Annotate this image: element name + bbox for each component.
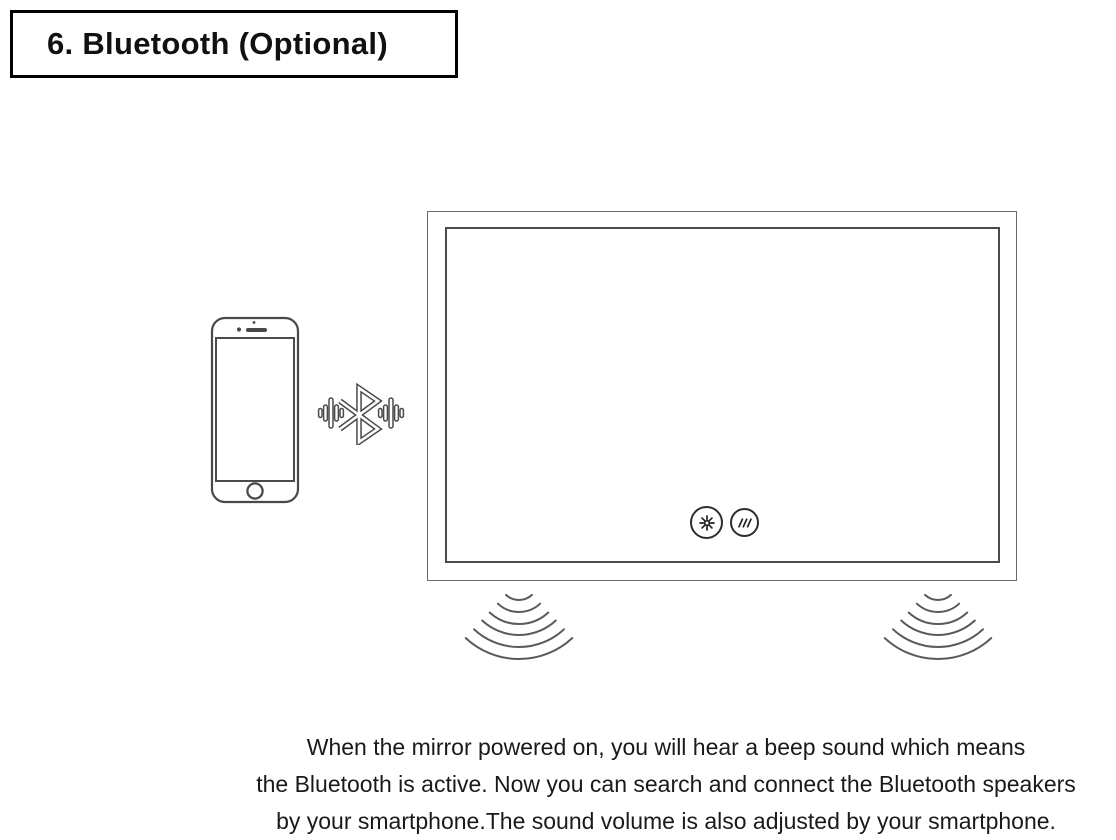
phone-sensor-dot [253,321,256,324]
wireless-signal-icon [379,398,404,428]
mirror-inner-frame [445,227,1000,563]
phone-screen [216,338,294,481]
bluetooth-connection-icon [313,381,407,445]
caption-line-2: the Bluetooth is active. Now you can search and connect the Bluetooth speakers [256,771,1076,797]
caption [216,729,1116,840]
caption-line-1: When the mirror powered on, you will hear a beep sound which means [306,734,1026,760]
caption-line-3: by your smartphone.The sound volume is also adjusted by your smartphone. [276,808,1056,834]
sound-waves-icon [879,586,997,666]
defog-button [730,508,759,537]
defog-lines-icon [736,514,754,532]
sound-waves-icon [460,586,578,666]
section-title-box [10,10,458,78]
phone-home-button [247,483,262,498]
section-title: 6. Bluetooth (Optional) [47,26,388,61]
smartphone-icon [204,312,308,510]
phone-speaker-slot [246,328,267,332]
light-button [690,506,723,539]
bluetooth-icon [340,388,378,442]
phone-camera-dot [237,327,241,331]
sun-light-icon [697,513,717,533]
